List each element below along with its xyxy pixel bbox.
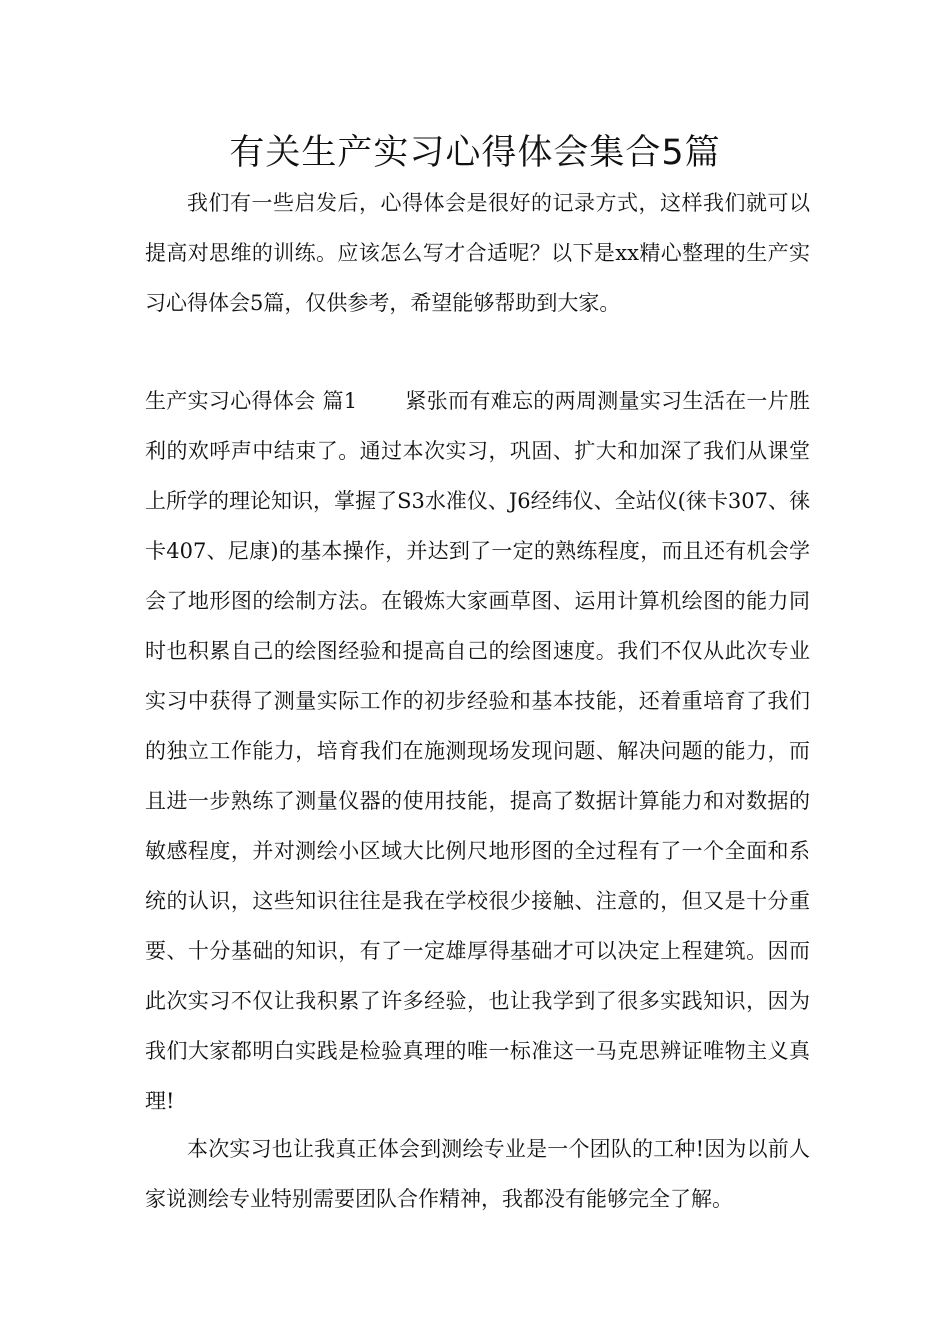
intro-paragraph: 我们有一些启发后，心得体会是很好的记录方式，这样我们就可以提高对思维的训练。应该怎么写才合适呢？以下是xx精心整理的生产实习心得体会5篇，仅供参考，希望能够帮助到大家。 xyxy=(145,191,810,315)
body-paragraph-2: 本次实习也让我真正体会到测绘专业是一个团队的工种!因为以前人家说测绘专业特别需要团队合作精神，我都没有能够完全了解。 xyxy=(145,1137,810,1211)
section-1-label: 生产实习心得体会 篇1 xyxy=(145,389,358,413)
document-title: 有关生产实习心得体会集合5篇 xyxy=(229,133,721,173)
section-1-body: 紧张而有难忘的两周测量实习生活在一片胜利的欢呼声中结束了。通过本次实习，巩固、扩大和加深了我们从课堂上所学的理论知识，掌握了S3水准仪、J6经纬仪、全站仪(徕卡307、徕卡407、尼康)的基本操作，并达到了一定的熟练程度，而且还有机会学会了地形图的绘制方法。在锻炼大家画草图、运用计算机绘图的能力同时也积累自己的绘图经验和提高自己的绘图速度。我们不仅从此次专业实习中获得了测量实际工作的初步经验和基本技能，还着重培育了我们的独立工作能力，培育我们在施测现场发现问题、解决问题的能力，而且进一步熟练了测量仪器的使用技能，提高了数据计算能力和对数据的敏感程度，并对测绘小区域大比例尺地形图的全过程有了一个全面和系统的认识，这些知识往往是我在学校很少接触、注意的，但又是十分重要、十分基础的知识，有了一定雄厚得基础才可以决定上程建筑。因而此次实习不仅让我积累了许多经验，也让我学到了很多实践知识，因为我们大家都明白实践是检验真理的唯一标准这一马克思辨证唯物主义真理! xyxy=(145,389,810,1113)
section-1-paragraph xyxy=(145,376,810,1126)
